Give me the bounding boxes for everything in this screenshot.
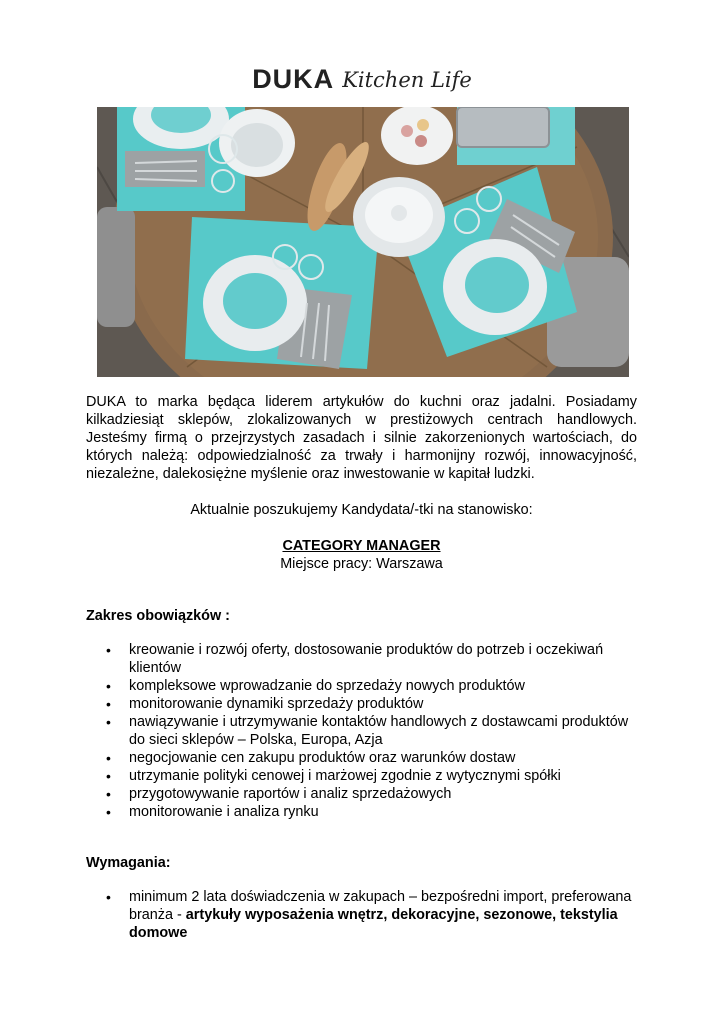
work-location: Miejsce pracy: Warszawa (280, 556, 443, 572)
seeking-line: Aktualnie poszukujemy Kandydata/-tki na stanowisko: (190, 502, 533, 518)
list-item (104, 677, 634, 695)
requirements-heading: Wymagania: (86, 855, 171, 871)
list-item (104, 888, 634, 942)
duty-text: nawiązywanie i utrzymywanie kontaktów handlowych z dostawcami produktów do sieci sklepów – Polska, Europa, Azja (129, 714, 629, 748)
bullet-icon: • (106, 678, 111, 694)
requirement-industries: artykuły wyposażenia wnętrz, dekoracyjne, sezonowe, tekstylia domowe (129, 907, 618, 941)
duka-logo (0, 64, 724, 95)
bullet-icon: • (106, 750, 111, 766)
list-item (104, 695, 634, 713)
list-item (104, 749, 634, 767)
duty-text: monitorowanie i analiza rynku (129, 804, 319, 820)
list-item (104, 767, 634, 785)
bullet-icon: • (106, 696, 111, 712)
duty-text: kreowanie i rozwój oferty, dostosowanie produktów do potrzeb i oczekiwań klientów (129, 642, 604, 676)
company-intro: DUKA to marka będąca liderem artykułów do kuchni oraz jadalni. Posiadamy kilkadziesiąt sklepów, zlokalizowanych w prestiżowych centrach handlowych. Jesteśmy firmą o przejrzystych zasadach i silnie zakorzenionych wartościach, do których należą: odpowiedzialność za trwały i harmonijny rozwój, innowacyjność, niezależne, dalekosiężne myślenie oraz inwestowanie w kapitał ludzki. (86, 394, 637, 482)
requirement-text: minimum 2 lata doświadczenia w zakupach – bezpośredni import, preferowana branża - (129, 889, 632, 923)
table-setting-photo (97, 107, 629, 377)
list-item (104, 641, 634, 677)
bullet-icon: • (106, 714, 111, 730)
duty-text: utrzymanie polityki cenowej i marżowej zgodnie z wytycznymi spółki (129, 768, 561, 784)
duties-list (104, 641, 634, 821)
logo-brand: DUKA (252, 64, 335, 94)
bullet-icon: • (106, 642, 111, 658)
duty-text: przygotowywanie raportów i analiz sprzedażowych (129, 786, 452, 802)
bullet-icon: • (106, 889, 111, 905)
bullet-icon: • (106, 804, 111, 820)
position-title: CATEGORY MANAGER (282, 538, 441, 554)
duty-text: negocjowanie cen zakupu produktów oraz warunków dostaw (129, 750, 516, 766)
duty-text: monitorowanie dynamiki sprzedaży produktów (129, 696, 424, 712)
duty-text: kompleksowe wprowadzanie do sprzedaży nowych produktów (129, 678, 525, 694)
list-item (104, 803, 634, 821)
bullet-icon: • (106, 786, 111, 802)
list-item (104, 713, 634, 749)
logo-script: Kitchen Life (342, 67, 472, 92)
bullet-icon: • (106, 768, 111, 784)
duties-heading: Zakres obowiązków : (86, 608, 230, 624)
photo-illustration (97, 107, 629, 377)
list-item (104, 785, 634, 803)
requirements-list (104, 888, 634, 942)
